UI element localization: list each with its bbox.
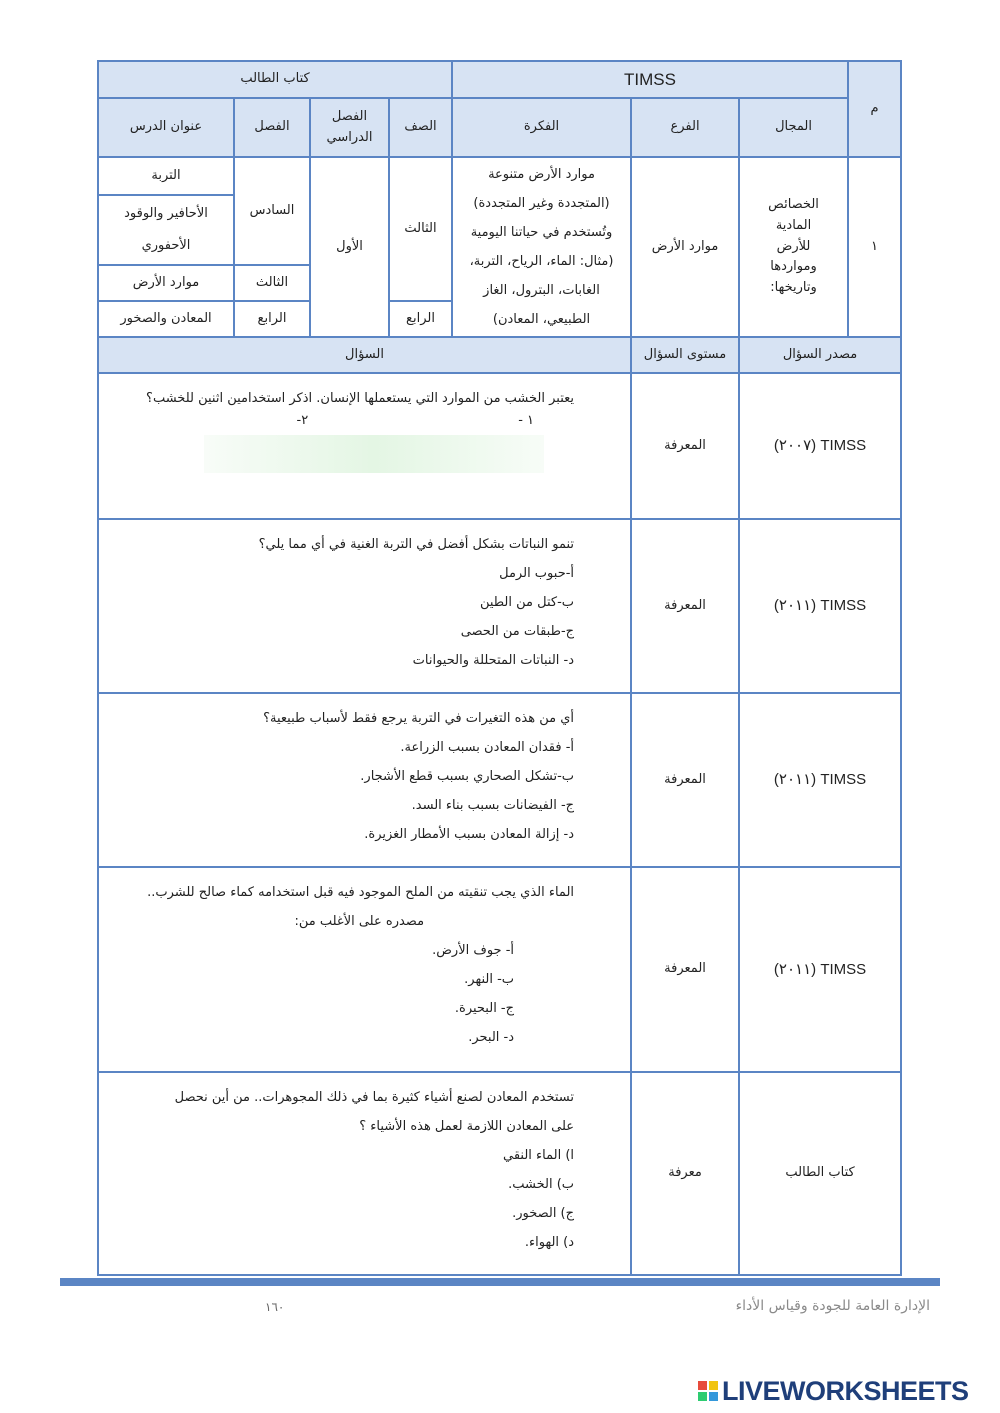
unit-cell-c: الرابع: [234, 301, 310, 337]
answer-line-2: ٢-: [296, 413, 309, 428]
question-source: TIMSS (٢٠١١): [739, 867, 901, 1072]
option[interactable]: أ-حبوب الرمل: [499, 566, 575, 581]
semester-cell: الأول: [310, 157, 389, 337]
question-level: المعرفة: [631, 693, 739, 867]
question-level: المعرفة: [631, 867, 739, 1072]
question-source: TIMSS (٢٠٠٧): [739, 373, 901, 519]
option[interactable]: ا) الماء النقي: [503, 1148, 575, 1163]
question-text-cell: [98, 693, 631, 867]
option[interactable]: ب-كتل من الطين: [479, 595, 575, 610]
grade-header: الصف: [389, 98, 452, 157]
page-number: ١٦٠: [265, 1300, 285, 1314]
row-number: ١: [848, 157, 901, 337]
option[interactable]: ب-تشكل الصحاري بسبب قطع الأشجار.: [360, 769, 575, 784]
idea-cell: موارد الأرض متنوعة (المتجددة وغير المتجددة) وتُستخدم في حياتنا اليومية (مثال: الماء، الرياح، التربة، الغابات، البترول، الغاز الطبيعي، المعادن): [452, 157, 631, 337]
question-text-cell: [98, 519, 631, 693]
branch-cell: موارد الأرض: [631, 157, 739, 337]
question-row: [98, 373, 901, 519]
level-header: مستوى السؤال: [631, 337, 739, 373]
branch-header: الفرع: [631, 98, 739, 157]
question-header: السؤال: [98, 337, 631, 373]
question-level: معرفة: [631, 1072, 739, 1275]
lesson-title-header: عنوان الدرس: [98, 98, 234, 157]
option[interactable]: ب) الخشب.: [508, 1177, 575, 1192]
option[interactable]: ج- الفيضانات بسبب بناء السد.: [411, 798, 575, 813]
question-text: الماء الذي يجب تنقيته من الملح الموجود فيه قبل استخدامه كماء صالح للشرب..: [147, 885, 575, 900]
domain-header: المجال: [739, 98, 848, 157]
question-level: المعرفة: [631, 519, 739, 693]
semester-header: الفصل الدراسي: [310, 98, 389, 157]
question-text: يعتبر الخشب من الموارد التي يستعملها الإنسان. اذكر استخدامين اثنين للخشب؟: [146, 391, 575, 406]
liveworksheets-brand[interactable]: [697, 1376, 969, 1406]
question-text: تنمو النباتات بشكل أفضل في التربة الغنية في أي مما يلي؟: [258, 537, 575, 552]
question-row: [98, 519, 901, 693]
answer-lines: [109, 413, 574, 429]
option[interactable]: ج) الصخور.: [512, 1206, 575, 1221]
question-text-cell: [98, 373, 631, 519]
unit-cell-b: الثالث: [234, 265, 310, 301]
option[interactable]: ج- البحيرة.: [454, 1001, 515, 1016]
student-book-header: كتاب الطالب: [98, 61, 452, 98]
option[interactable]: أ- جوف الأرض.: [432, 943, 515, 958]
option[interactable]: د- إزالة المعادن بسبب الأمطار الغزيرة.: [364, 827, 575, 842]
source-header: مصدر السؤال: [739, 337, 901, 373]
question-row: [98, 867, 901, 1072]
question-text: تستخدم المعادن لصنع أشياء كثيرة بما في ذلك المجوهرات.. من أين نحصل على المعادن اللازمة لعمل هذه الأشياء ؟: [174, 1090, 575, 1134]
unit-cell-a: السادس: [234, 157, 310, 265]
option[interactable]: ب- النهر.: [464, 972, 515, 987]
answer-box[interactable]: [204, 435, 544, 473]
question-text-cell: [98, 867, 631, 1072]
answer-line-1: ١ -: [518, 413, 535, 428]
curriculum-table: [97, 60, 902, 1276]
liveworksheets-logo-icon: [697, 1380, 719, 1402]
lesson-cell-3: موارد الأرض: [98, 265, 234, 301]
question-text-cell: [98, 1072, 631, 1275]
grade-cell-b: الرابع: [389, 301, 452, 337]
grade-cell-a: الثالث: [389, 157, 452, 301]
option[interactable]: د- النباتات المتحللة والحيوانات: [412, 653, 575, 668]
question-source: كتاب الطالب: [739, 1072, 901, 1275]
option[interactable]: د- البحر.: [468, 1030, 515, 1045]
footer-organization: الإدارة العامة للجودة وقياس الأداء: [735, 1298, 930, 1314]
idea-header: الفكرة: [452, 98, 631, 157]
brand-text: LIVEWORKSHEETS: [722, 1375, 969, 1406]
domain-cell: الخصائص المادية للأرض ومواردها وتاريخها:: [739, 157, 848, 337]
question-source: TIMSS (٢٠١١): [739, 519, 901, 693]
lesson-cell-1: التربة: [98, 157, 234, 195]
option[interactable]: ج-طبقات من الحصى: [460, 624, 575, 639]
question-row: [98, 693, 901, 867]
timss-header: TIMSS: [452, 61, 848, 98]
question-text: أي من هذه التغيرات في التربة يرجع فقط لأسباب طبيعية؟: [263, 711, 575, 726]
option[interactable]: أ- فقدان المعادن بسبب الزراعة.: [400, 740, 575, 755]
question-subtext: مصدره على الأغلب من:: [294, 914, 425, 929]
lesson-cell-2: الأحافير والوقود الأحفوري: [98, 195, 234, 266]
lesson-cell-4: المعادن والصخور: [98, 301, 234, 337]
question-level: المعرفة: [631, 373, 739, 519]
footer-divider: [60, 1278, 940, 1286]
question-row: [98, 1072, 901, 1275]
option[interactable]: د) الهواء.: [524, 1235, 575, 1250]
unit-header: الفصل: [234, 98, 310, 157]
col-number-header: م: [848, 61, 901, 157]
question-source: TIMSS (٢٠١١): [739, 693, 901, 867]
